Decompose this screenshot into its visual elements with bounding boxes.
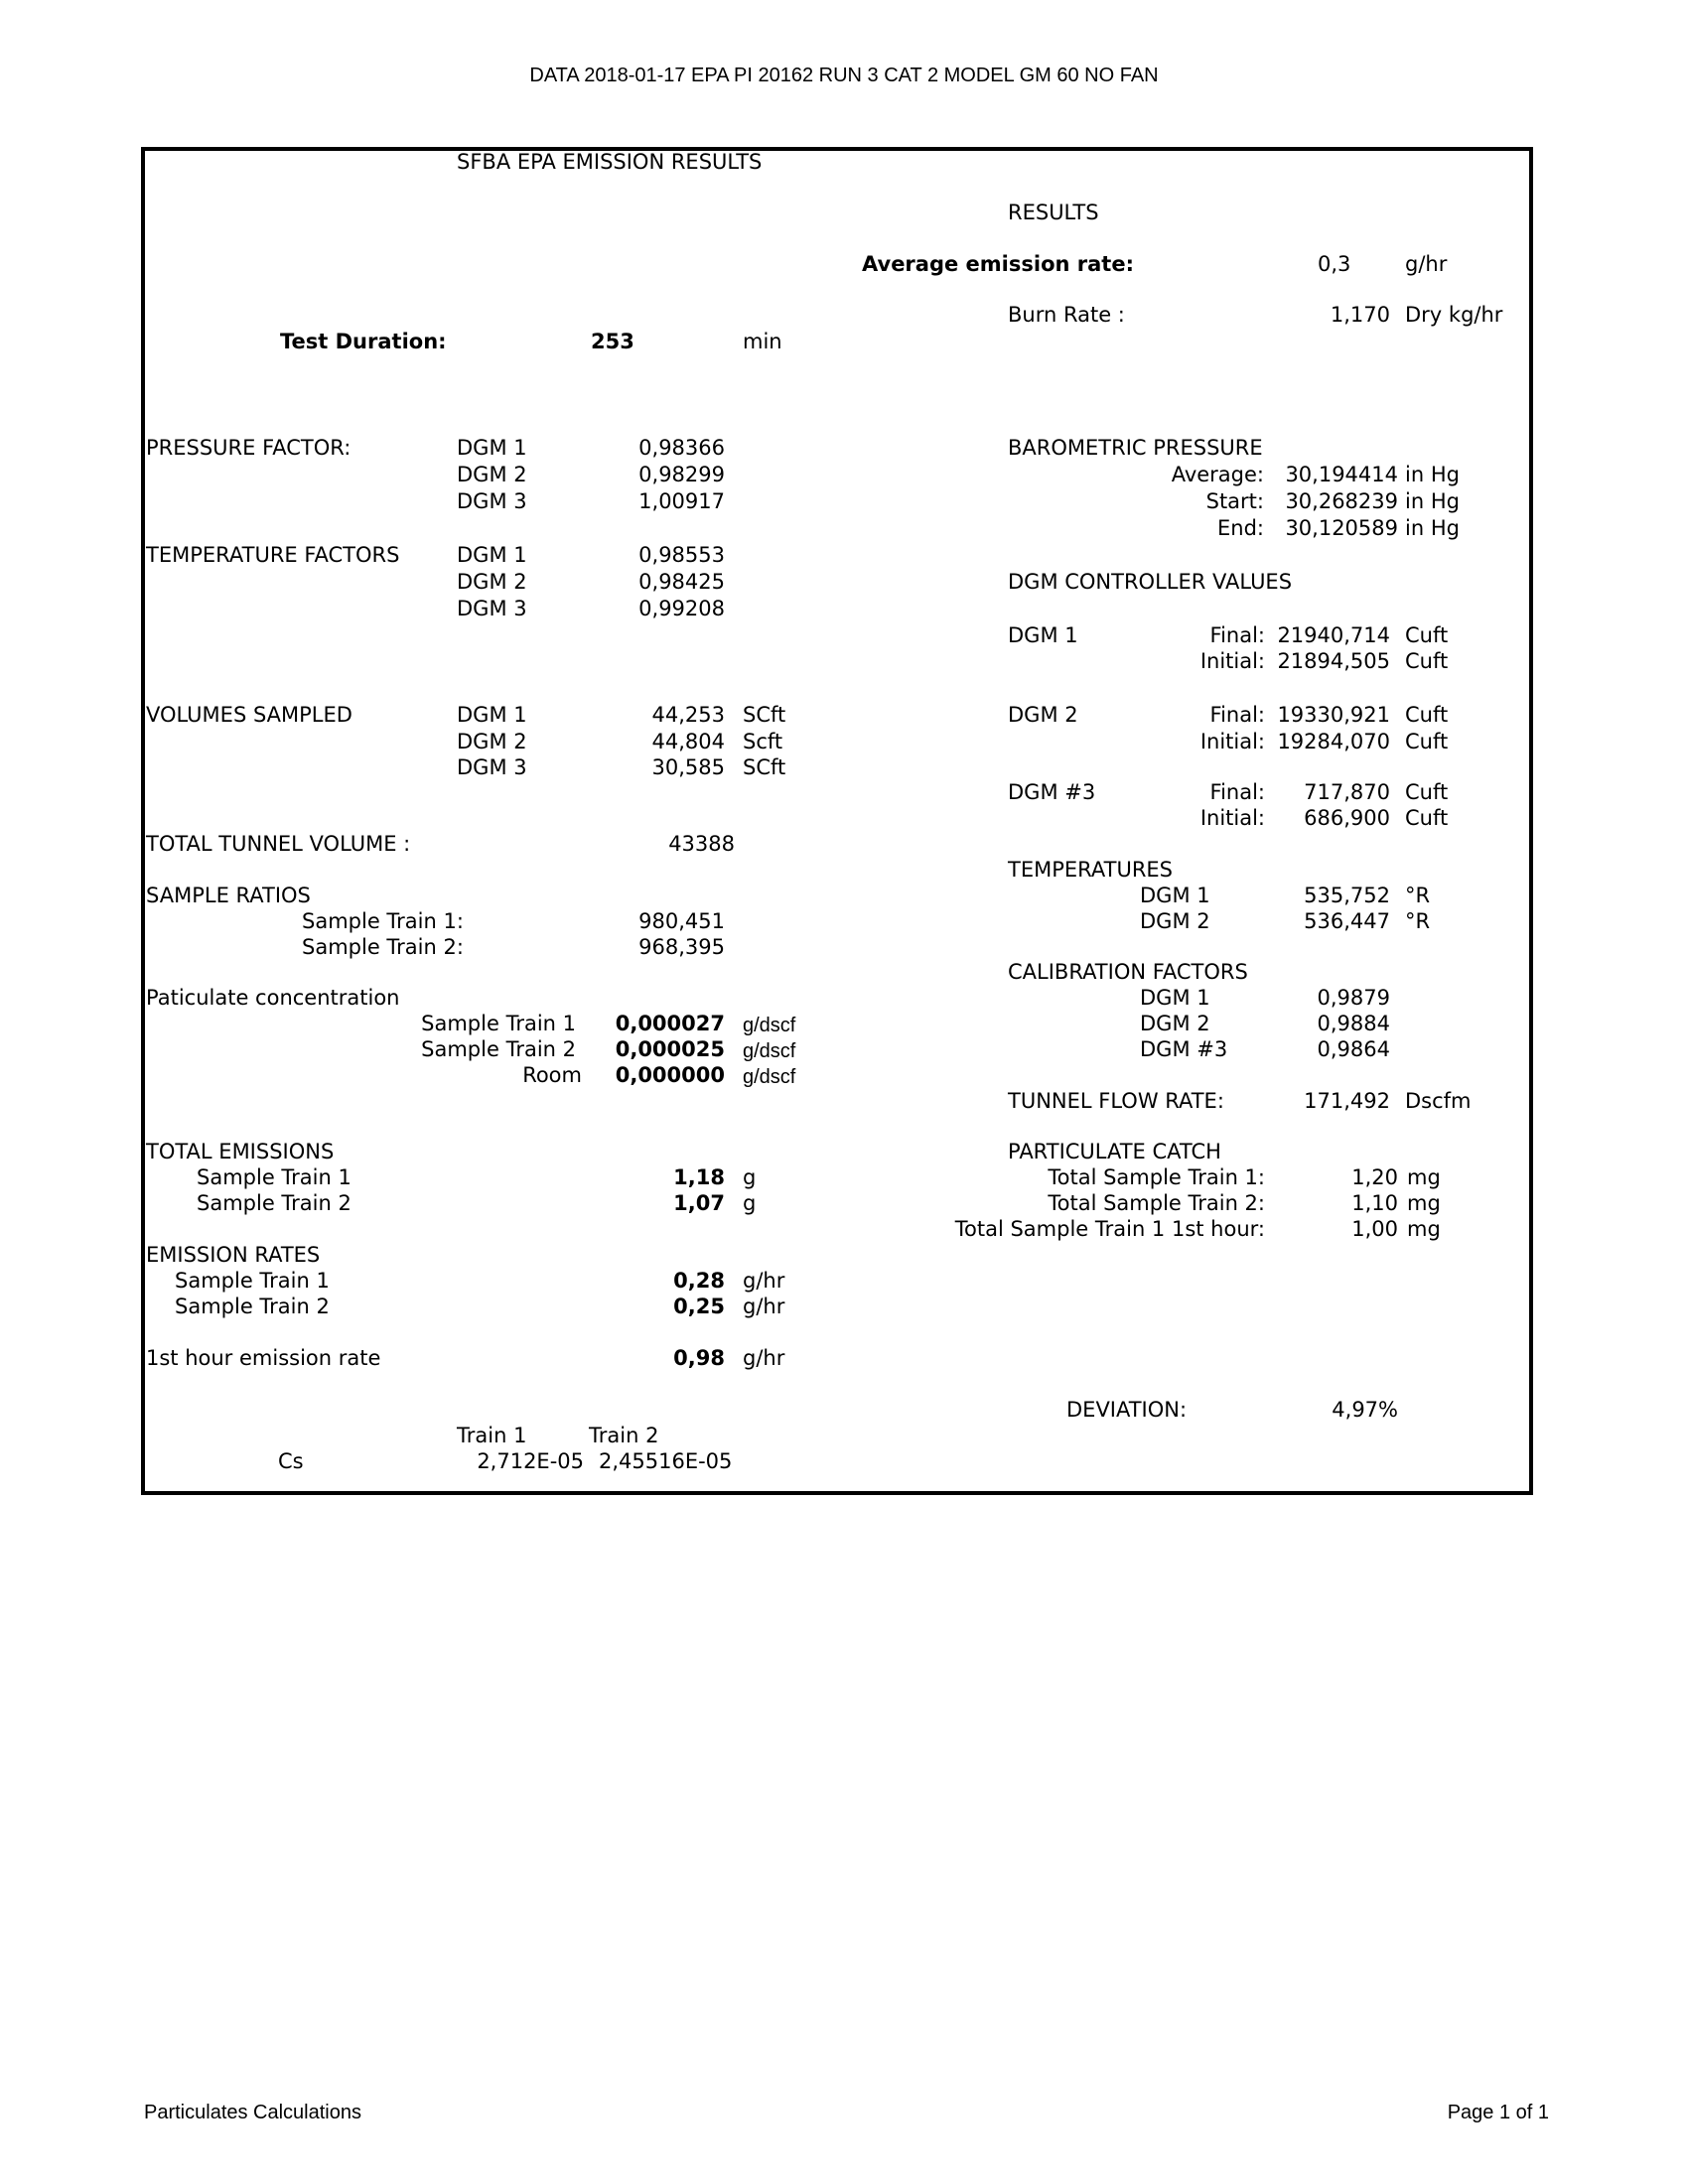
sample-ratio-label: Sample Train 1: <box>302 909 464 933</box>
dgm-initial-unit: Cuft <box>1405 806 1449 830</box>
catch-row-value: 1,10 <box>1351 1191 1398 1215</box>
total-tunnel-volume-label: TOTAL TUNNEL VOLUME : <box>146 832 411 856</box>
barometric-row-unit: in Hg <box>1405 516 1460 540</box>
calibration-factors-label: CALIBRATION FACTORS <box>1008 960 1248 984</box>
average-emission-label: Average emission rate: <box>862 252 1134 276</box>
barometric-pressure-label: BAROMETRIC PRESSURE <box>1008 436 1263 460</box>
cs-train1-header: Train 1 <box>457 1424 527 1447</box>
pressure-dgm-label: DGM 3 <box>457 489 527 513</box>
dgm-controller-name: DGM #3 <box>1008 780 1096 804</box>
dgm-controller-name: DGM 2 <box>1008 703 1078 727</box>
volume-dgm-value: 44,253 <box>651 703 725 727</box>
cs-label: Cs <box>278 1449 304 1473</box>
concentration-row-value: 0,000027 <box>615 1012 725 1035</box>
page-header-title: DATA 2018-01-17 EPA PI 20162 RUN 3 CAT 2 MODEL GM 60 NO FAN <box>529 65 1159 86</box>
temperature-row-label: DGM 2 <box>1140 909 1210 933</box>
dgm-initial-label: Initial: <box>1199 730 1265 753</box>
barometric-row-label: End: <box>1217 516 1264 540</box>
pressure-dgm-value: 1,00917 <box>638 489 725 513</box>
cs-train2-value: 2,45516E-05 <box>599 1449 733 1473</box>
calibration-row-value: 0,9864 <box>1317 1037 1390 1061</box>
concentration-row-label: Sample Train 2 <box>421 1037 576 1061</box>
temp-dgm-label: DGM 3 <box>457 597 527 620</box>
tunnel-flow-rate-label: TUNNEL FLOW RATE: <box>1008 1089 1224 1113</box>
total-emission-unit: g <box>743 1165 757 1189</box>
first-hour-emission-value: 0,98 <box>673 1346 725 1370</box>
dgm-final-label: Final: <box>1209 780 1265 804</box>
temperatures-label: TEMPERATURES <box>1008 858 1174 882</box>
temperature-row-unit: °R <box>1405 909 1431 933</box>
emission-rates-label: EMISSION RATES <box>146 1243 321 1267</box>
test-duration-label: Test Duration: <box>280 330 447 353</box>
test-duration-unit: min <box>743 330 782 353</box>
emission-rate-value: 0,25 <box>673 1295 725 1318</box>
barometric-row-value: 30,268239 <box>1285 489 1398 513</box>
cs-train1-value: 2,712E-05 <box>477 1449 584 1473</box>
catch-row-label: Total Sample Train 1: <box>1048 1165 1265 1189</box>
total-emission-value: 1,18 <box>673 1165 725 1189</box>
emission-rate-label: Sample Train 1 <box>175 1269 330 1293</box>
catch-row-unit: mg <box>1407 1217 1441 1241</box>
particulate-concentration-label: Paticulate concentration <box>146 986 400 1010</box>
pressure-dgm-label: DGM 2 <box>457 463 527 486</box>
dgm-final-unit: Cuft <box>1405 623 1449 647</box>
concentration-row-value: 0,000025 <box>615 1037 725 1061</box>
dgm-initial-value: 686,900 <box>1304 806 1390 830</box>
sample-ratio-value: 980,451 <box>638 909 725 933</box>
footer-page-number: Page 1 of 1 <box>1447 2102 1549 2123</box>
pressure-factor-label: PRESSURE FACTOR: <box>146 436 352 460</box>
total-emission-label: Sample Train 2 <box>197 1191 352 1215</box>
tunnel-flow-rate-unit: Dscfm <box>1405 1089 1472 1113</box>
calibration-row-label: DGM #3 <box>1140 1037 1228 1061</box>
concentration-row-unit: g/dscf <box>743 1015 796 1036</box>
temp-dgm-label: DGM 2 <box>457 570 527 594</box>
temp-dgm-label: DGM 1 <box>457 543 527 567</box>
barometric-row-label: Average: <box>1171 463 1264 486</box>
volume-dgm-unit: SCft <box>743 703 786 727</box>
temp-dgm-value: 0,99208 <box>638 597 725 620</box>
emission-rate-unit: g/hr <box>743 1269 785 1293</box>
sample-ratio-value: 968,395 <box>638 935 725 959</box>
results-label: RESULTS <box>1008 201 1099 224</box>
volume-dgm-label: DGM 2 <box>457 730 527 753</box>
dgm-final-label: Final: <box>1209 703 1265 727</box>
temp-dgm-value: 0,98553 <box>638 543 725 567</box>
emission-rate-label: Sample Train 2 <box>175 1295 330 1318</box>
dgm-final-value: 21940,714 <box>1277 623 1390 647</box>
dgm-final-unit: Cuft <box>1405 780 1449 804</box>
volumes-sampled-label: VOLUMES SAMPLED <box>146 703 352 727</box>
first-hour-emission-label: 1st hour emission rate <box>146 1346 381 1370</box>
deviation-label: DEVIATION: <box>1066 1398 1188 1422</box>
burn-rate-value: 1,170 <box>1330 303 1390 327</box>
concentration-row-label: Sample Train 1 <box>421 1012 576 1035</box>
volume-dgm-label: DGM 1 <box>457 703 527 727</box>
temp-dgm-value: 0,98425 <box>638 570 725 594</box>
particulate-catch-label: PARTICULATE CATCH <box>1008 1140 1221 1163</box>
temperature-row-value: 535,752 <box>1304 884 1390 907</box>
catch-row-unit: mg <box>1407 1191 1441 1215</box>
dgm-initial-value: 21894,505 <box>1277 649 1390 673</box>
barometric-row-value: 30,194414 <box>1285 463 1398 486</box>
barometric-row-unit: in Hg <box>1405 489 1460 513</box>
catch-row-unit: mg <box>1407 1165 1441 1189</box>
calibration-row-value: 0,9884 <box>1317 1012 1390 1035</box>
temperature-row-unit: °R <box>1405 884 1431 907</box>
total-emission-unit: g <box>743 1191 757 1215</box>
pressure-dgm-label: DGM 1 <box>457 436 527 460</box>
total-emissions-label: TOTAL EMISSIONS <box>146 1140 335 1163</box>
barometric-row-value: 30,120589 <box>1285 516 1398 540</box>
report-title: SFBA EPA EMISSION RESULTS <box>457 150 763 174</box>
pressure-dgm-value: 0,98366 <box>638 436 725 460</box>
cs-train2-header: Train 2 <box>589 1424 659 1447</box>
average-emission-value: 0,3 <box>1318 252 1351 276</box>
sample-ratios-label: SAMPLE RATIOS <box>146 884 311 907</box>
concentration-row-value: 0,000000 <box>615 1063 725 1087</box>
catch-row-value: 1,20 <box>1351 1165 1398 1189</box>
concentration-row-label: Room <box>522 1063 582 1087</box>
burn-rate-label: Burn Rate : <box>1008 303 1125 327</box>
temperature-row-value: 536,447 <box>1304 909 1390 933</box>
catch-row-label: Total Sample Train 2: <box>1048 1191 1265 1215</box>
volume-dgm-value: 44,804 <box>651 730 725 753</box>
volume-dgm-unit: Scft <box>743 730 783 753</box>
dgm-final-value: 19330,921 <box>1277 703 1390 727</box>
barometric-row-label: Start: <box>1205 489 1264 513</box>
dgm-final-label: Final: <box>1209 623 1265 647</box>
calibration-row-label: DGM 2 <box>1140 1012 1210 1035</box>
emission-rate-unit: g/hr <box>743 1295 785 1318</box>
sample-ratio-label: Sample Train 2: <box>302 935 464 959</box>
calibration-row-label: DGM 1 <box>1140 986 1210 1010</box>
volume-dgm-value: 30,585 <box>651 755 725 779</box>
deviation-value: 4,97% <box>1332 1398 1398 1422</box>
dgm-initial-label: Initial: <box>1199 649 1265 673</box>
first-hour-emission-unit: g/hr <box>743 1346 785 1370</box>
dgm-initial-unit: Cuft <box>1405 730 1449 753</box>
average-emission-unit: g/hr <box>1405 252 1448 276</box>
temperature-row-label: DGM 1 <box>1140 884 1210 907</box>
concentration-row-unit: g/dscf <box>743 1040 796 1062</box>
test-duration-value: 253 <box>591 330 634 353</box>
footer-left: Particulates Calculations <box>144 2102 361 2123</box>
temperature-factors-label: TEMPERATURE FACTORS <box>146 543 400 567</box>
dgm-initial-value: 19284,070 <box>1277 730 1390 753</box>
catch-row-label: Total Sample Train 1 1st hour: <box>954 1217 1265 1241</box>
tunnel-flow-rate-value: 171,492 <box>1304 1089 1390 1113</box>
total-tunnel-volume-value: 43388 <box>668 832 735 856</box>
catch-row-value: 1,00 <box>1351 1217 1398 1241</box>
total-emission-label: Sample Train 1 <box>197 1165 352 1189</box>
burn-rate-unit: Dry kg/hr <box>1405 303 1503 327</box>
total-emission-value: 1,07 <box>673 1191 725 1215</box>
dgm-initial-label: Initial: <box>1199 806 1265 830</box>
dgm-controller-label: DGM CONTROLLER VALUES <box>1008 570 1293 594</box>
barometric-row-unit: in Hg <box>1405 463 1460 486</box>
dgm-final-value: 717,870 <box>1304 780 1390 804</box>
pressure-dgm-value: 0,98299 <box>638 463 725 486</box>
calibration-row-value: 0,9879 <box>1317 986 1390 1010</box>
dgm-initial-unit: Cuft <box>1405 649 1449 673</box>
volume-dgm-label: DGM 3 <box>457 755 527 779</box>
dgm-controller-name: DGM 1 <box>1008 623 1078 647</box>
volume-dgm-unit: SCft <box>743 755 786 779</box>
emission-rate-value: 0,28 <box>673 1269 725 1293</box>
concentration-row-unit: g/dscf <box>743 1066 796 1088</box>
dgm-final-unit: Cuft <box>1405 703 1449 727</box>
